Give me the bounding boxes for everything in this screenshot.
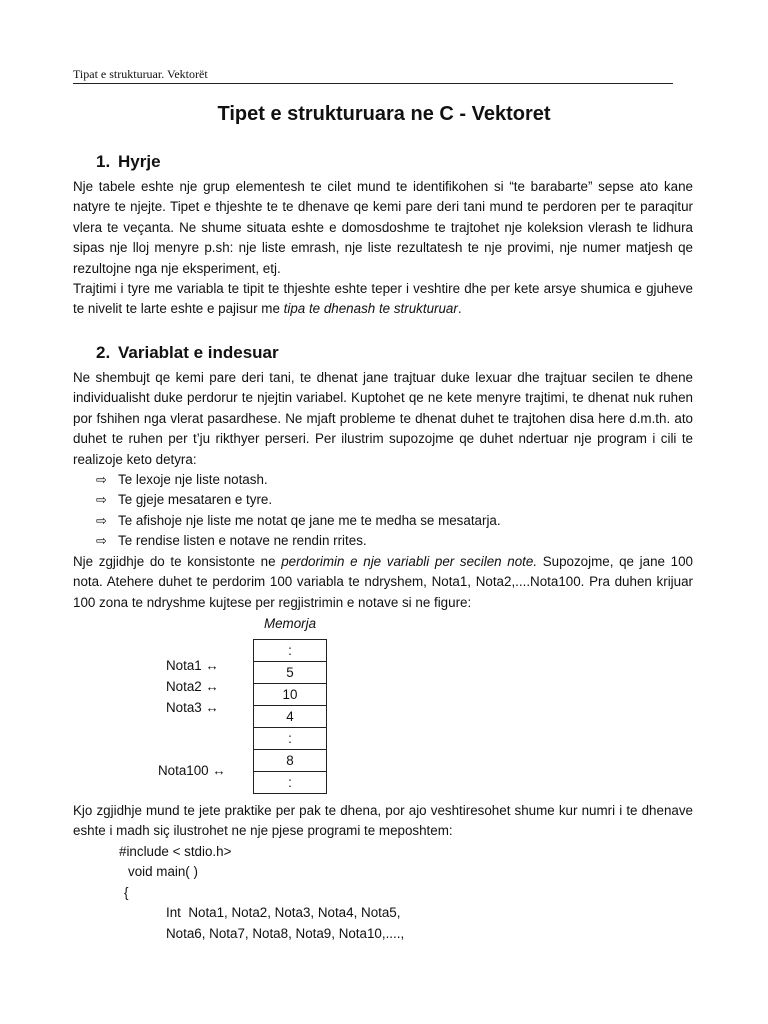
paragraph: Nje tabele eshte nje grup elementesh te cilet mund te identifikohen si “te barabarte” sepse ato kane natyre te njejte. Tipet e thjeshte te te dhenave qe kemi pare deri tani mund te perdoren per te paraqitur vlera te veçanta. Ne shume situata eshte e domosdoshme te trajtohet nje koleksion vlerash te lidhura sipas nje lloj menyre p.sh: nje liste emrash, nje liste rezultatesh te nje provimi, nje numer matjesh qe rezultojne nga nje eksperiment, etj. — [73, 179, 693, 276]
list-item-text: Te lexoje nje liste notash. — [118, 472, 268, 487]
running-header: Tipat e strukturuar. Vektorët — [73, 66, 673, 84]
section2-body — [73, 368, 693, 470]
text: Supozojme, qe jane 100 nota. Atehere duhet te perdorim 100 variabla te ndryshem, Nota1, Nota2,....Nota100. Pra duhen krijuar 100 zona te ndryshme kujtese per regjistrimin e notave si ne figure: — [73, 554, 693, 610]
list-item-text: Te rendise listen e notave ne rendin rrites. — [118, 533, 367, 549]
text: Nje zgjidhje do te konsistonte ne — [73, 554, 282, 569]
section-number: 2. — [96, 343, 111, 362]
paragraph — [73, 279, 693, 320]
memory-caption: Memorja — [263, 616, 317, 631]
text: Trajtimi i tyre me variabla te tipit te thjeshte eshte teper i veshtire dhe per kete arsye shumica e gjuheve te nivelit te larte eshte e pajisur me — [73, 281, 693, 317]
list-item — [96, 511, 501, 531]
code-line: void main( ) — [128, 864, 198, 879]
memory-cell: 10 — [254, 684, 326, 706]
memory-cell: : — [254, 772, 326, 794]
memory-label: Nota2 ↔ — [166, 679, 219, 694]
memory-cell: : — [254, 728, 326, 750]
arrow-right-icon: ⇨ — [96, 533, 107, 549]
arrow-right-icon: ⇨ — [96, 512, 107, 528]
arrow-right-icon: ⇨ — [96, 492, 107, 508]
italic-text: perdorimin e nje variabli per secilen note. — [281, 554, 538, 569]
memory-label: Nota3 ↔ — [166, 700, 219, 715]
section2-body-continued — [73, 552, 693, 613]
arrow-right-icon: ⇨ — [96, 472, 107, 487]
section1-body — [73, 177, 693, 320]
section-title: Variablat e indesuar — [118, 343, 279, 362]
memory-label: Nota1 ↔ — [166, 658, 219, 673]
document-title: Tipet e strukturuara ne C - Vektoret — [217, 103, 551, 125]
memory-label: Nota100 ↔ — [158, 763, 226, 778]
list-item — [96, 470, 501, 490]
memory-cell: 5 — [254, 662, 326, 684]
memory-cell: 8 — [254, 750, 326, 772]
text: . — [457, 301, 462, 317]
list-item — [96, 531, 501, 551]
code-line: #include < stdio.h> — [119, 844, 232, 859]
list-item-text: Te afishoje nje liste me notat qe jane me te medha se mesatarja. — [118, 512, 501, 528]
task-list — [96, 470, 501, 552]
section-title: Hyrje — [118, 152, 161, 171]
code-line: { — [124, 885, 129, 900]
code-line: Int Nota1, Nota2, Nota3, Nota4, Nota5, — [166, 905, 401, 920]
paragraph — [73, 552, 693, 613]
list-item — [96, 490, 501, 510]
code-line: Nota6, Nota7, Nota8, Nota9, Nota10,...., — [166, 926, 405, 941]
memory-table — [253, 639, 327, 794]
italic-text: tipa te dhenash te strukturuar — [283, 301, 458, 317]
section-heading-hyrje — [96, 151, 161, 173]
paragraph: Ne shembujt qe kemi pare deri tani, te dhenat jane trajtuar duke lexuar dhe trajtuar secilen te dhene individualisht duke perdorur te njejtin variabel. Kuptohet qe ne kete menyre trajtimi, te dhenat nuk ruhen por fshihen nga vlerat pasardhese. Ne mjaft probleme te dhenat duhet te trajtohen disa here d.m.th. ato duhet te ruhen per t’ju rikthyer perseri. Per ilustrim supozojme qe duhet ndertuar nje program i cili te realizoje keto detyra: — [73, 370, 693, 467]
paragraph: Kjo zgjidhje mund te jete praktike per pak te dhena, por ajo veshtiresohet shume kur numri i te dhenave eshte i madh siç ilustrohet ne nje pjese programi te meposhtem: — [73, 803, 693, 839]
section-heading-variablat — [96, 342, 279, 364]
memory-cell: 4 — [254, 706, 326, 728]
section-number: 1. — [96, 152, 111, 171]
memory-cell: : — [254, 640, 326, 662]
list-item-text: Te gjeje mesataren e tyre. — [118, 492, 273, 508]
section3-body — [73, 801, 693, 842]
